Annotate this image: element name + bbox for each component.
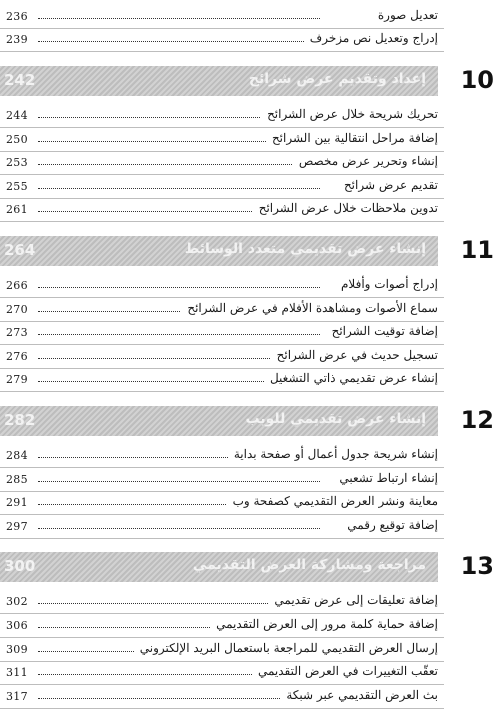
row-divider [0, 198, 444, 199]
toc-entry-page: 284 [6, 449, 28, 462]
toc-entry-title: تقديم عرض شرائح [338, 178, 438, 192]
dot-leader [38, 528, 320, 529]
chapter-header [0, 236, 500, 266]
toc-entry [0, 7, 500, 29]
row-divider [0, 684, 444, 685]
chapter-header [0, 66, 500, 96]
toc-entry-title: سماع الأصوات ومشاهدة الأفلام في عرض الشرائح [181, 301, 438, 315]
toc-entry-title: إدراج وتعديل نص مزخرف [304, 31, 438, 45]
toc-entry [0, 276, 500, 298]
toc-entry [0, 177, 500, 199]
toc-entry-page: 309 [6, 642, 28, 656]
chapter-title: مراجعة ومشاركة العرض التقديمي [192, 557, 426, 574]
row-divider [0, 344, 444, 345]
chapter-title: إعداد وتقديم عرض شرائح [248, 71, 426, 87]
row-divider [0, 51, 444, 52]
toc-entry [0, 592, 500, 614]
toc-entry-title: تعقّب التغييرات في العرض التقديمي [252, 664, 438, 678]
dot-leader [38, 41, 320, 42]
toc-entry [0, 616, 500, 638]
toc-entry [0, 153, 500, 175]
toc-entry-page: 285 [6, 472, 28, 486]
chapter-number: 12 [460, 406, 494, 434]
chapter-header [0, 406, 500, 436]
row-divider [0, 127, 444, 128]
row-divider [0, 321, 444, 322]
toc-entry-title: إنشاء ارتباط تشعبي [333, 471, 438, 485]
toc-entry [0, 446, 500, 468]
chapter-page: 264 [4, 241, 36, 259]
toc-entry [0, 663, 500, 685]
toc-entry-page: 306 [6, 619, 28, 632]
toc-entry-page: 279 [6, 373, 28, 387]
toc-entry-title: تحريك شريحة خلال عرض الشرائح [261, 107, 438, 121]
row-divider [0, 467, 444, 468]
chapter-number: 11 [460, 236, 494, 264]
toc-entry [0, 300, 500, 322]
chapter-banner [0, 66, 438, 96]
dot-leader [38, 334, 320, 335]
toc-entry-title: إنشاء وتحرير عرض مخصص [293, 154, 438, 168]
chapter-title: إنشاء عرض تقديمي للويب [245, 411, 426, 427]
row-divider [0, 174, 444, 175]
row-divider [0, 28, 444, 29]
toc-entry-page: 302 [6, 595, 28, 609]
toc-entry-page: 244 [6, 109, 28, 122]
toc-entry-page: 239 [6, 33, 28, 46]
toc-entry [0, 200, 500, 222]
toc-entry [0, 517, 500, 539]
row-divider [0, 637, 444, 638]
toc-entry-title: إضافة تعليقات إلى عرض تقديمي [268, 593, 438, 607]
toc-entry [0, 347, 500, 369]
chapter-page: 282 [4, 411, 36, 429]
toc-entry [0, 370, 500, 392]
toc-entry-title: إرسال العرض التقديمي للمراجعة باستعمال البريد الإلكتروني [134, 641, 438, 655]
chapter-banner [0, 236, 438, 266]
chapter-banner [0, 552, 438, 582]
dot-leader [38, 698, 320, 699]
dot-leader [38, 164, 320, 165]
dot-leader [38, 18, 320, 19]
toc-entry-title: معاينة ونشر العرض التقديمي كصفحة وب [227, 494, 438, 508]
toc-entry [0, 130, 500, 152]
dot-leader [38, 481, 320, 482]
chapter-number: 10 [460, 66, 494, 94]
toc-entry-title: إضافة توقيت الشرائح [326, 324, 438, 338]
toc-entry-page: 311 [6, 666, 28, 680]
chapter-title: إنشاء عرض تقديمي متعدد الوسائط [184, 241, 426, 257]
toc-entry-page: 250 [6, 132, 28, 146]
toc-entry-title: إضافة توقيع رقمي [341, 518, 438, 532]
row-divider [0, 391, 444, 392]
toc-entry-page: 261 [6, 203, 28, 217]
toc-entry-title: تعديل صورة [372, 8, 438, 22]
row-divider [0, 491, 444, 492]
toc-entry-title: إنشاء عرض تقديمي ذاتي التشغيل [264, 371, 438, 385]
toc-entry-title: إنشاء شريحة جدول أعمال أو صفحة بداية [228, 447, 438, 461]
row-divider [0, 368, 444, 369]
toc-entry-page: 236 [6, 10, 28, 23]
toc-entry-page: 266 [6, 279, 28, 292]
row-divider [0, 297, 444, 298]
chapter-page: 300 [4, 557, 36, 576]
toc-entry-page: 317 [6, 689, 28, 703]
toc-entry [0, 30, 500, 52]
toc-entry [0, 493, 500, 515]
toc-entry-page: 255 [6, 179, 28, 193]
toc-entry-page: 297 [6, 519, 28, 533]
toc-entry [0, 470, 500, 492]
toc-entry [0, 323, 500, 345]
row-divider [0, 661, 444, 662]
toc-entry [0, 687, 500, 709]
toc-entry-title: إدراج أصوات وأفلام [335, 277, 438, 291]
toc-entry [0, 106, 500, 128]
toc-entry-title: تسجيل حديث في عرض الشرائح [271, 348, 438, 362]
toc-entry-title: إضافة مراحل انتقالية بين الشرائح [266, 131, 438, 145]
row-divider [0, 151, 444, 152]
row-divider [0, 514, 444, 515]
toc-entry-title: إضافة حماية كلمة مرور إلى العرض التقديمي [210, 617, 438, 631]
chapter-banner [0, 406, 438, 436]
toc-entry-page: 253 [6, 156, 28, 170]
chapter-header [0, 552, 500, 582]
row-divider [0, 538, 444, 539]
toc-entry-title: بث العرض التقديمي عبر شبكة [280, 688, 438, 702]
row-divider [0, 221, 444, 222]
toc-entry-page: 291 [6, 496, 28, 510]
dot-leader [38, 287, 320, 288]
dot-leader [38, 188, 320, 189]
chapter-number: 13 [460, 552, 494, 581]
toc-entry-title: تدوين ملاحظات خلال عرض الشرائح [253, 201, 438, 215]
chapter-page: 242 [4, 71, 36, 89]
toc-entry-page: 276 [6, 349, 28, 363]
row-divider [0, 613, 444, 614]
toc-entry [0, 640, 500, 662]
toc-entry-page: 270 [6, 302, 28, 316]
toc-entry-page: 273 [6, 326, 28, 340]
